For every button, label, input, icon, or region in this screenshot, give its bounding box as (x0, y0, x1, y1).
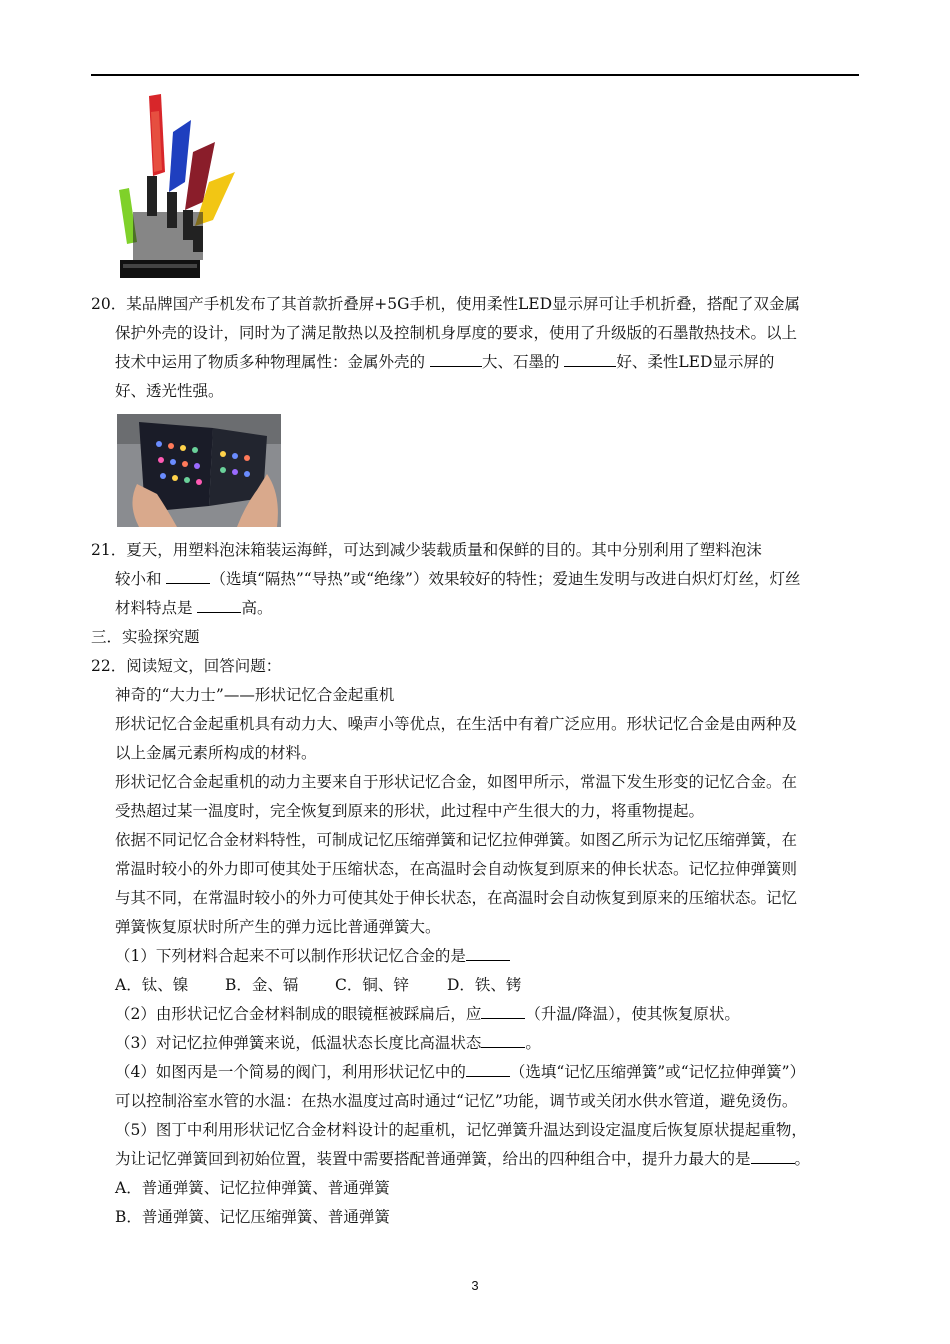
q22-para: 常温时较小的外力即可使其处于压缩状态，在高温时会自动恢复到原来的伸长状态。记忆拉伸弹簧则 (115, 860, 798, 878)
q22-para: 受热超过某一温度时，完全恢复到原来的形状，此过程中产生很大的力，将重物提起。 (115, 802, 705, 820)
q20-line2: 保护外壳的设计，同时为了满足散热以及控制机身厚度的要求，使用了升级版的石墨散热技术。以上 (115, 324, 798, 342)
q20-text: 好、柔性LED显示屏的 (616, 353, 775, 371)
answer-blank[interactable] (564, 352, 616, 367)
q22-text: 为让记忆弹簧回到初始位置，装置中需要搭配普通弹簧，给出的四种组合中，提升力最大的是 (115, 1150, 751, 1168)
q21-text: （选填“隔热”“导热”或“绝缘”）效果较好的特性；爱迪生发明与改进白炽灯灯丝，灯丝 (210, 570, 801, 588)
answer-blank[interactable] (430, 352, 482, 367)
section-heading: 三．实验探究题 (91, 628, 200, 646)
option-c[interactable]: C．铜、锌 (335, 976, 409, 994)
q22-sub4 (115, 1062, 805, 1082)
answer-blank[interactable] (481, 1004, 525, 1019)
q22-para: 弹簧恢复原状时所产生的弹力远比普通弹簧大。 (115, 918, 441, 936)
q22-title: 神奇的“大力士”——形状记忆合金起重机 (115, 686, 395, 704)
q22-text: （升温/降温），使其恢复原状。 (525, 1005, 740, 1023)
answer-blank[interactable] (481, 1033, 525, 1048)
knives-image (115, 92, 240, 284)
answer-blank[interactable] (197, 598, 241, 613)
option-a[interactable]: A．钛、镍 (115, 976, 189, 994)
q22-para: 形状记忆合金起重机具有动力大、噪声小等优点，在生活中有着广泛应用。形状记忆合金是由两种及 (115, 715, 798, 733)
phone-image (117, 414, 281, 527)
q20-text: 技术中运用了物质多种物理属性：金属外壳的 (115, 353, 430, 371)
page-number: 3 (471, 1278, 479, 1293)
q20-line3 (115, 352, 774, 372)
q22-sub4-cont: 可以控制浴室水管的水温：在热水温度过高时通过“记忆”功能，调节或关闭水供水管道，避免烫伤。 (115, 1092, 798, 1110)
q22-para: 依据不同记忆合金材料特性，可制成记忆压缩弹簧和记忆拉伸弹簧。如图乙所示为记忆压缩弹簧，在 (115, 831, 798, 849)
q22-text: 。 (525, 1034, 541, 1052)
q21-line3 (115, 598, 272, 618)
q22-text: （4）如图丙是一个简易的阀门，利用形状记忆中的 (115, 1063, 466, 1081)
q20-line4: 好、透光性强。 (115, 382, 224, 400)
q22-sub2 (115, 1004, 740, 1024)
q22-sub5: （5）图丁中利用形状记忆合金材料设计的起重机，记忆弹簧升温达到设定温度后恢复原状提起重物， (115, 1121, 807, 1139)
answer-blank[interactable] (166, 569, 210, 584)
q22-text: （3）对记忆拉伸弹簧来说，低温状态长度比高温状态 (115, 1034, 482, 1052)
answer-blank[interactable] (466, 946, 510, 961)
option-b[interactable]: B．金、镉 (225, 976, 299, 994)
q21-line1: 21．夏天，用塑料泡沫箱装运海鲜，可达到减少装载质量和保鲜的目的。其中分别利用了塑料泡沫 (91, 541, 762, 559)
q21-text: 高。 (241, 599, 273, 617)
q22-text: 。 (794, 1150, 811, 1168)
q21-text: 材料特点是 (115, 599, 198, 617)
q21-text: 较小和 (115, 570, 167, 588)
q22-para: 以上金属元素所构成的材料。 (115, 744, 317, 762)
option-a[interactable]: A．普通弹簧、记忆拉伸弹簧、普通弹簧 (115, 1179, 390, 1197)
q20-text: 大、石墨的 (481, 353, 565, 371)
q22-text: （2）由形状记忆合金材料制成的眼镜框被踩扁后，应 (115, 1005, 482, 1023)
q22-text: （1）下列材料合起来不可以制作形状记忆合金的是 (115, 947, 466, 965)
option-d[interactable]: D．铁、铐 (447, 976, 522, 994)
q22-text: （选填“记忆压缩弹簧”或“记忆拉伸弹簧”） (509, 1063, 806, 1081)
answer-blank[interactable] (751, 1149, 795, 1164)
q21-line2 (115, 569, 801, 589)
q20-line1: 20．某品牌国产手机发布了其首款折叠屏+5G手机，使用柔性LED显示屏可让手机折叠，搭配了双金属 (91, 295, 800, 313)
q22-sub3 (115, 1033, 541, 1053)
q22-intro: 22．阅读短文，回答问题： (91, 657, 282, 675)
q22-sub5-cont (115, 1149, 810, 1169)
header-rule (91, 74, 859, 76)
answer-blank[interactable] (466, 1062, 510, 1077)
q22-sub1 (115, 946, 510, 966)
q22-sub1-options (115, 975, 521, 995)
q22-para: 与其不同，在常温时较小的外力可使其处于伸长状态，在高温时会自动恢复到原来的压缩状态。记忆 (115, 889, 798, 907)
q22-para: 形状记忆合金起重机的动力主要来自于形状记忆合金，如图甲所示，常温下发生形变的记忆合金。在 (115, 773, 798, 791)
option-b[interactable]: B．普通弹簧、记忆压缩弹簧、普通弹簧 (115, 1208, 390, 1226)
